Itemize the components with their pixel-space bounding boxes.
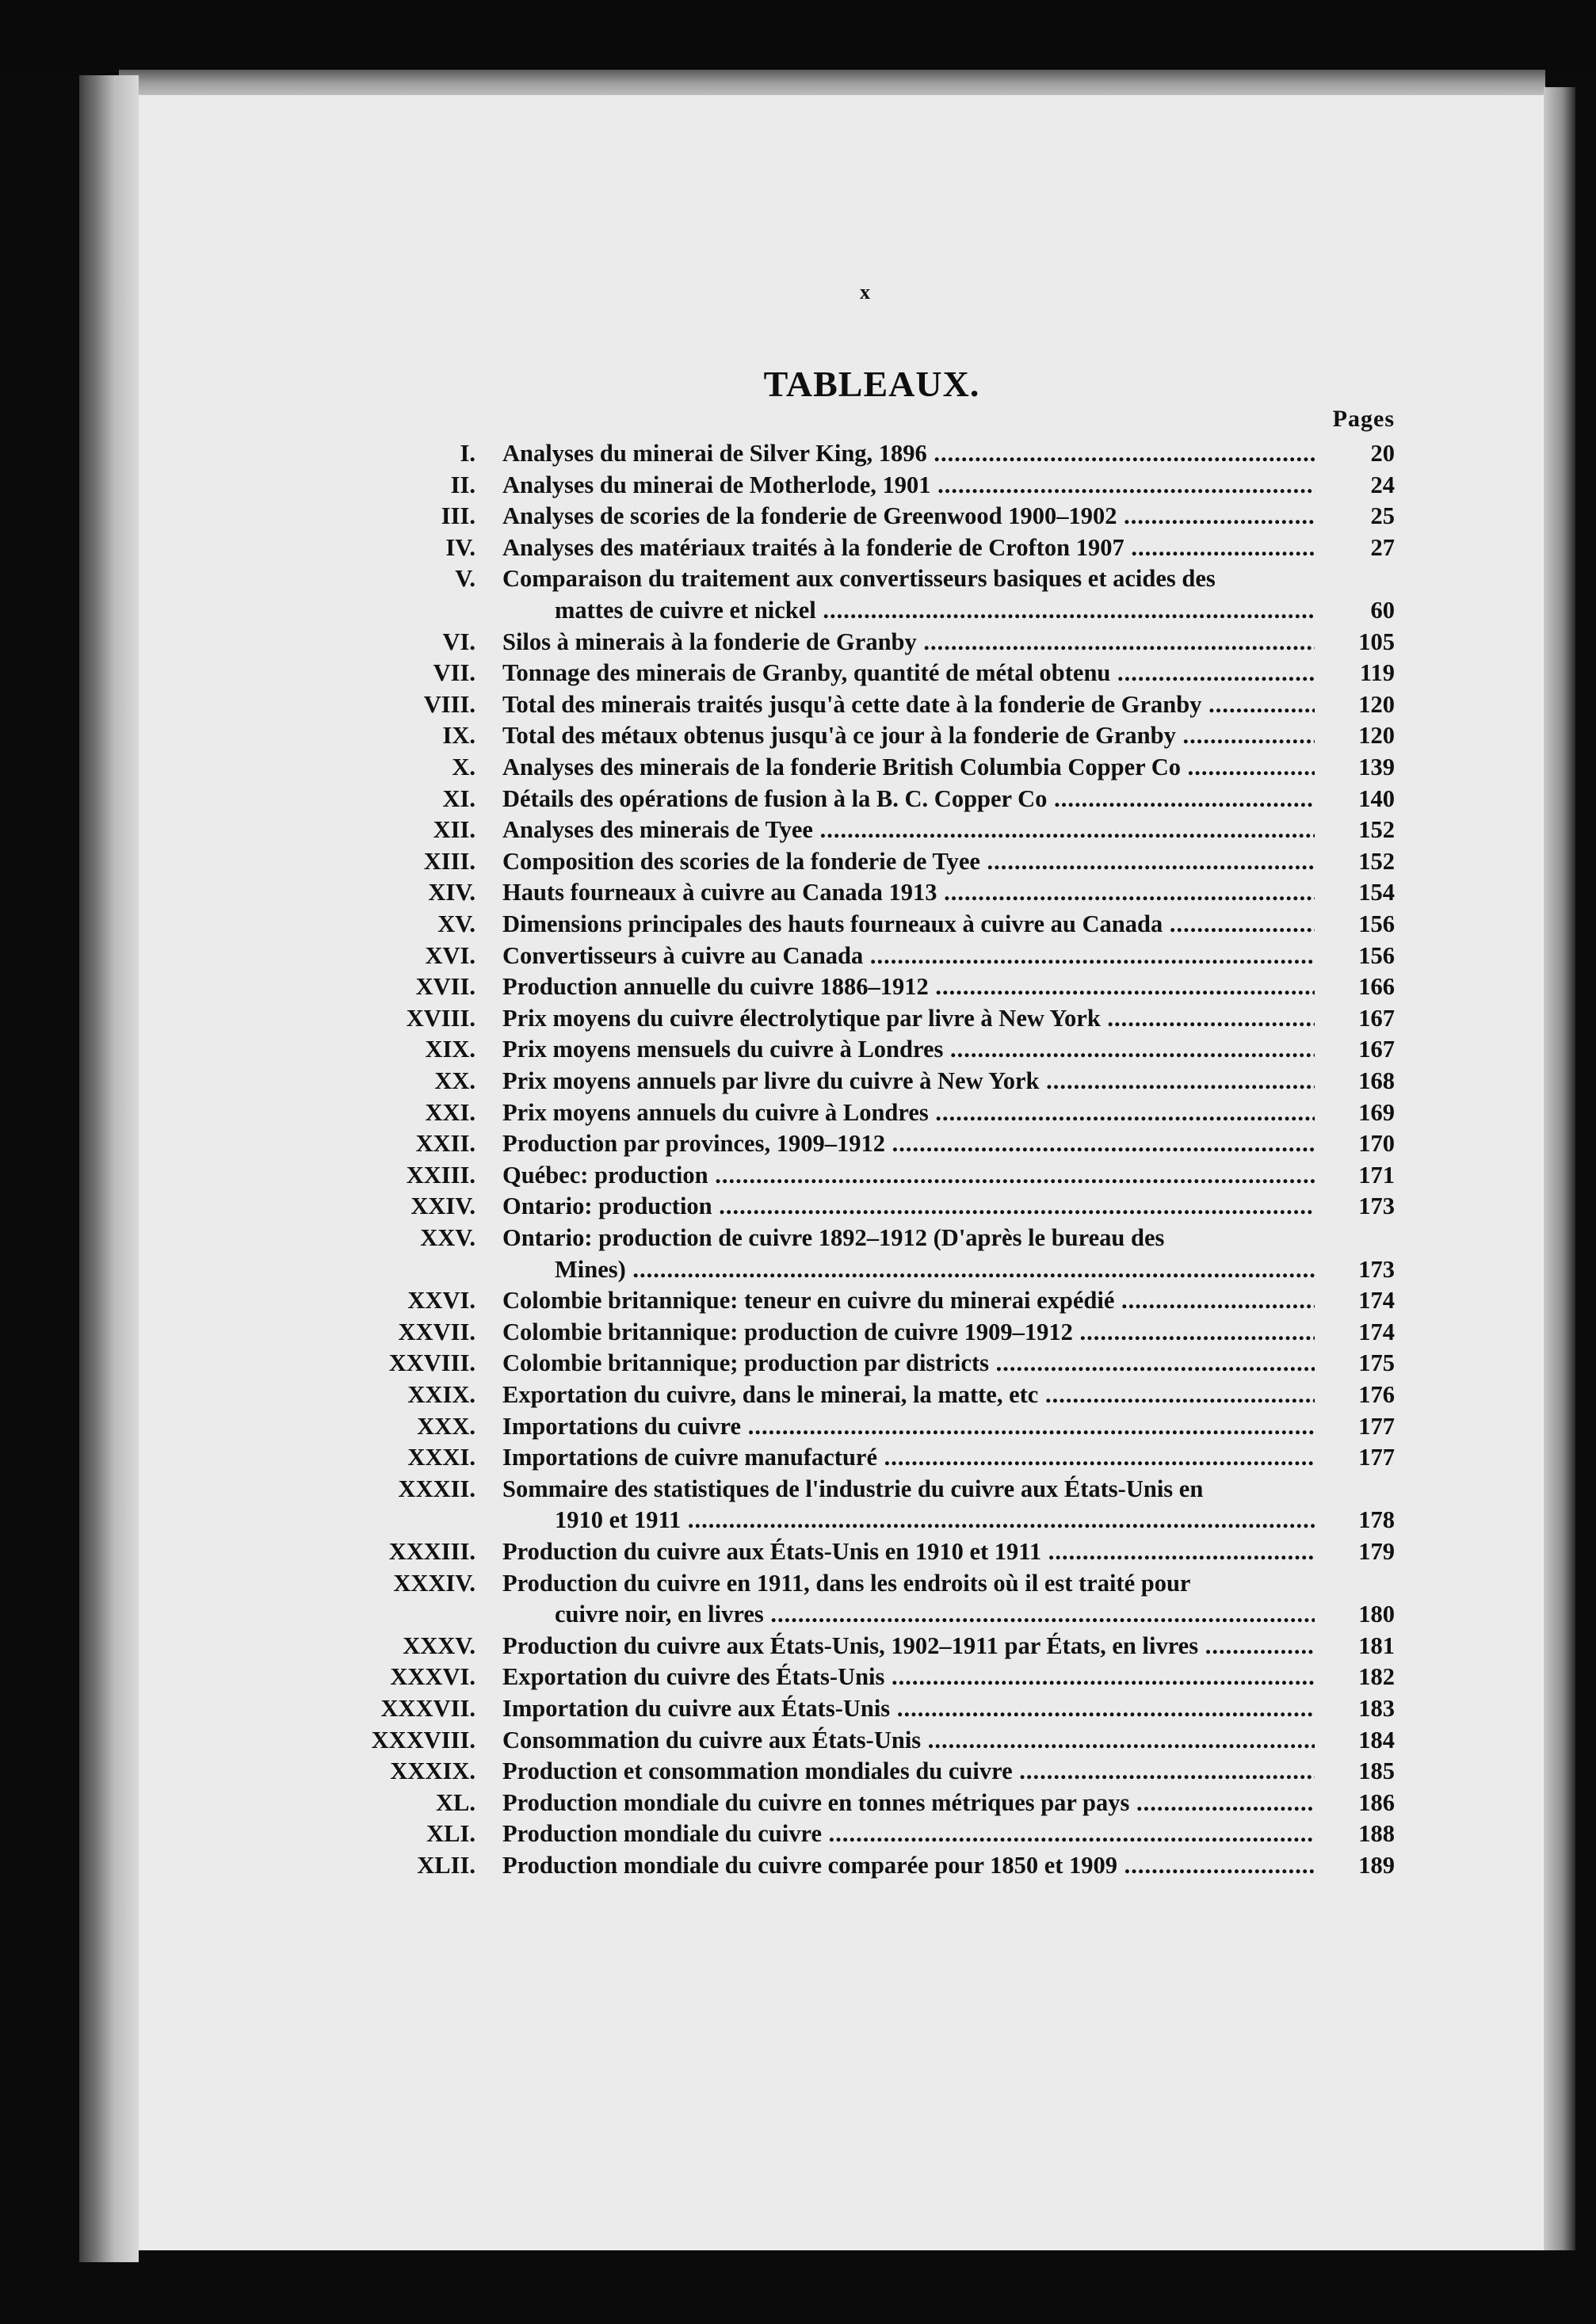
entry-numeral: XV. (437, 910, 475, 937)
toc-entry (0, 814, 1596, 845)
entry-title: Production mondiale du cuivre comparée pour 1850 et 1909 ..... (502, 1849, 1315, 1881)
entry-title: Tonnage des minerais de Granby, quantité de métal obtenu ..... (502, 657, 1315, 689)
entry-page: 24 (1370, 471, 1395, 498)
entry-page: 169 (1358, 1098, 1395, 1126)
entry-title: Analyses du minerai de Motherlode, 1901 ..... (502, 469, 1315, 501)
entry-page: 105 (1358, 628, 1395, 655)
entry-numeral: XVIII. (406, 1004, 475, 1032)
entry-page: 167 (1358, 1004, 1395, 1032)
entry-numeral: XXI. (425, 1098, 475, 1126)
entry-page: 176 (1358, 1381, 1395, 1408)
entry-numeral: XXXIV. (393, 1569, 475, 1597)
entry-numeral: XXXIII. (388, 1538, 475, 1565)
toc-entry-continuation (0, 1598, 1596, 1630)
entry-title: Production mondiale du cuivre ..... (502, 1818, 1315, 1849)
entry-numeral: XXXIX. (390, 1757, 475, 1785)
toc-entry (0, 1661, 1596, 1692)
entry-title: Analyses de scories de la fonderie de Greenwood 1900–1902 ..... (502, 500, 1315, 532)
entry-page: 183 (1358, 1695, 1395, 1722)
entry-numeral: XI. (442, 784, 475, 812)
toc-entry (0, 940, 1596, 971)
toc-entry (0, 1818, 1596, 1849)
toc-entry (0, 626, 1596, 658)
toc-entry (0, 1128, 1596, 1159)
entry-page: 173 (1358, 1255, 1395, 1283)
entry-title: Détails des opérations de fusion à la B. C. Copper Co ..... (502, 783, 1315, 815)
toc-entry (0, 1630, 1596, 1662)
entry-title: Production du cuivre aux États-Unis en 1910 et 1911 ..... (502, 1536, 1315, 1567)
entry-page: 177 (1358, 1412, 1395, 1440)
toc-entry (0, 1002, 1596, 1034)
entry-title: Production mondiale du cuivre en tonnes métriques par pays ..... (502, 1787, 1315, 1818)
entry-page: 119 (1359, 659, 1395, 687)
toc-entry (0, 1316, 1596, 1348)
toc-entry (0, 971, 1596, 1002)
toc-entry (0, 1379, 1596, 1410)
toc-entry (0, 532, 1596, 563)
toc-entry (0, 876, 1596, 908)
entry-numeral: I. (460, 440, 475, 467)
pages-column-header: Pages (1332, 406, 1395, 432)
entry-title: Colombie britannique: production de cuivre 1909–1912 ..... (502, 1316, 1315, 1348)
toc-entry (0, 469, 1596, 501)
toc-entry (0, 1347, 1596, 1379)
entry-numeral: XXX. (417, 1412, 475, 1440)
toc-entry (0, 1222, 1596, 1254)
entry-page: 180 (1358, 1601, 1395, 1628)
entry-numeral: XXVII. (398, 1318, 475, 1345)
toc-entry (0, 783, 1596, 815)
entry-page: 175 (1358, 1349, 1395, 1377)
toc-entry (0, 1410, 1596, 1442)
entry-title-continuation: cuivre noir, en livres ..... (555, 1598, 1315, 1630)
entry-numeral: XXVI. (407, 1287, 475, 1315)
entry-numeral: VIII. (423, 690, 475, 718)
entry-numeral: XIX. (425, 1036, 475, 1063)
entry-numeral: XVII. (415, 973, 475, 1001)
page-title: TABLEAUX. (763, 364, 980, 404)
entry-numeral: XXXVI. (390, 1663, 475, 1691)
entry-title: Prix moyens annuels du cuivre à Londres ..... (502, 1097, 1315, 1128)
entry-title: Sommaire des statistiques de l'industrie du cuivre aux États-Unis en (502, 1475, 1204, 1502)
entry-page: 20 (1370, 440, 1395, 467)
entry-numeral: V. (455, 565, 475, 593)
entry-numeral: IX. (442, 722, 475, 750)
entry-numeral: IV. (445, 533, 475, 561)
entry-title: Hauts fourneaux à cuivre au Canada 1913 ..... (502, 876, 1315, 908)
entry-page: 167 (1358, 1036, 1395, 1063)
entry-numeral: XXXVIII. (371, 1726, 475, 1753)
entry-numeral: XVI. (425, 941, 475, 969)
entry-page: 182 (1358, 1663, 1395, 1691)
entry-numeral: VI. (442, 628, 475, 655)
entry-page: 27 (1370, 533, 1395, 561)
entry-title: Consommation du cuivre aux États-Unis ..... (502, 1724, 1315, 1756)
page-number: x (860, 280, 870, 303)
entry-page: 170 (1358, 1130, 1395, 1158)
entry-numeral: XXVIII. (388, 1349, 475, 1377)
entry-title: Colombie britannique: teneur en cuivre du minerai expédié ..... (502, 1284, 1315, 1316)
toc-entry (0, 563, 1596, 594)
entry-page: 185 (1358, 1757, 1395, 1785)
entry-page: 25 (1370, 502, 1395, 530)
entry-numeral: XXXI. (407, 1444, 475, 1471)
entry-title: Colombie britannique; production par districts ..... (502, 1347, 1315, 1379)
entry-title: Exportation du cuivre, dans le minerai, la matte, etc ..... (502, 1379, 1315, 1410)
entry-page: 181 (1358, 1631, 1395, 1659)
toc-entry-continuation (0, 1504, 1596, 1536)
entry-numeral: III. (441, 502, 475, 530)
entry-title: Analyses des minerais de Tyee ..... (502, 814, 1315, 845)
toc-entry (0, 1284, 1596, 1316)
entry-title: Ontario: production de cuivre 1892–1912 (D'après le bureau des (502, 1224, 1165, 1251)
toc-entry (0, 908, 1596, 940)
entry-title: Importation du cuivre aux États-Unis ..... (502, 1692, 1315, 1724)
toc-entry (0, 1724, 1596, 1756)
entry-page: 186 (1358, 1788, 1395, 1816)
entry-page: 60 (1370, 597, 1395, 624)
entry-numeral: XXIII. (406, 1161, 475, 1189)
entry-page: 156 (1358, 910, 1395, 937)
entry-title: Production et consommation mondiales du cuivre ..... (502, 1755, 1315, 1787)
entry-numeral: XII. (433, 816, 475, 844)
entry-page: 154 (1358, 879, 1395, 906)
entry-numeral: XXXII. (398, 1475, 475, 1502)
entry-numeral: XLII. (417, 1852, 475, 1879)
entry-page: 171 (1358, 1161, 1395, 1189)
entry-title: Production annuelle du cuivre 1886–1912 ..... (502, 971, 1315, 1002)
toc-entry (0, 500, 1596, 532)
entry-title: Analyses des minerais de la fonderie British Columbia Copper Co ..... (502, 751, 1315, 783)
toc-entry (0, 1567, 1596, 1599)
entry-numeral: XXII. (415, 1130, 475, 1158)
toc-entry (0, 1097, 1596, 1128)
entry-page: 178 (1358, 1506, 1395, 1534)
entry-title: Silos à minerais à la fonderie de Granby ..... (502, 626, 1315, 658)
entry-title: Analyses du minerai de Silver King, 1896 ..... (502, 437, 1315, 469)
scan-background (0, 0, 1596, 75)
entry-title: Production du cuivre en 1911, dans les endroits où il est traité pour (502, 1569, 1191, 1597)
entry-page: 156 (1358, 941, 1395, 969)
entry-title: Production par provinces, 1909–1912 ..... (502, 1128, 1315, 1159)
entry-page: 166 (1358, 973, 1395, 1001)
entry-page: 152 (1358, 847, 1395, 875)
entry-title: Analyses des matériaux traités à la fonderie de Crofton 1907 ..... (502, 532, 1315, 563)
toc-entry (0, 1473, 1596, 1505)
entry-numeral: XLI. (426, 1820, 475, 1848)
entry-title: Québec: production ..... (502, 1159, 1315, 1191)
toc-entry (0, 1692, 1596, 1724)
entry-numeral: XXXV. (403, 1631, 475, 1659)
toc-entry (0, 1536, 1596, 1567)
entry-title: Prix moyens annuels par livre du cuivre à New York ..... (502, 1065, 1315, 1097)
toc-entry (0, 1441, 1596, 1473)
entry-numeral: XL. (436, 1788, 475, 1816)
entry-numeral: XIII. (423, 847, 475, 875)
entry-page: 120 (1358, 690, 1395, 718)
entry-title: Importations de cuivre manufacturé ..... (502, 1441, 1315, 1473)
entry-title: Production du cuivre aux États-Unis, 1902–1911 par États, en livres ..... (502, 1630, 1315, 1662)
entry-title-continuation: mattes de cuivre et nickel ..... (555, 594, 1315, 626)
toc-entry (0, 689, 1596, 720)
entry-numeral: XX. (434, 1067, 475, 1094)
toc-entry (0, 1849, 1596, 1881)
toc-entry (0, 1033, 1596, 1065)
entry-numeral: VII. (433, 659, 475, 687)
toc-entry (0, 657, 1596, 689)
entry-page: 140 (1358, 784, 1395, 812)
entry-page: 174 (1358, 1287, 1395, 1315)
entry-page: 152 (1358, 816, 1395, 844)
toc-entry (0, 751, 1596, 783)
toc-entry (0, 437, 1596, 469)
entry-title-continuation: Mines) ..... (555, 1254, 1315, 1285)
toc-entry (0, 1065, 1596, 1097)
toc-entry-continuation (0, 1254, 1596, 1285)
toc-entry (0, 1190, 1596, 1222)
entry-title: Total des minerais traités jusqu'à cette date à la fonderie de Granby ..... (502, 689, 1315, 720)
entry-page: 188 (1358, 1820, 1395, 1848)
entry-title: Comparaison du traitement aux convertisseurs basiques et acides des (502, 565, 1216, 593)
entry-title: Dimensions principales des hauts fourneaux à cuivre au Canada ..... (502, 908, 1315, 940)
entry-numeral: XIV. (428, 879, 475, 906)
entry-title: Prix moyens mensuels du cuivre à Londres ..... (502, 1033, 1315, 1065)
entry-title: Ontario: production ..... (502, 1190, 1315, 1222)
entry-page: 120 (1358, 722, 1395, 750)
entry-title-continuation: 1910 et 1911 ..... (555, 1504, 1315, 1536)
entry-title: Total des métaux obtenus jusqu'à ce jour à la fonderie de Granby ..... (502, 719, 1315, 751)
toc-entry (0, 719, 1596, 751)
entry-title: Composition des scories de la fonderie de Tyee ..... (502, 845, 1315, 877)
toc-entry (0, 845, 1596, 877)
toc-entry (0, 1159, 1596, 1191)
toc-entry (0, 1787, 1596, 1818)
entry-page: 184 (1358, 1726, 1395, 1753)
toc-entry (0, 1755, 1596, 1787)
entry-title: Exportation du cuivre des États-Unis ..... (502, 1661, 1315, 1692)
entry-page: 179 (1358, 1538, 1395, 1565)
entry-title: Convertisseurs à cuivre au Canada ..... (502, 940, 1315, 971)
entry-page: 173 (1358, 1193, 1395, 1220)
entry-numeral: X. (452, 754, 475, 780)
entry-page: 177 (1358, 1444, 1395, 1471)
entry-numeral: XXIV. (410, 1193, 475, 1220)
entry-numeral: XXXVII. (380, 1695, 475, 1722)
entry-numeral: XXV. (420, 1224, 475, 1251)
entry-title: Prix moyens du cuivre électrolytique par livre à New York ..... (502, 1002, 1315, 1034)
entry-title: Importations du cuivre ..... (502, 1410, 1315, 1442)
entry-numeral: XXIX. (407, 1381, 475, 1408)
toc-entry-continuation (0, 594, 1596, 626)
entry-page: 168 (1358, 1067, 1395, 1094)
entry-numeral: II. (450, 471, 475, 498)
entry-page: 189 (1358, 1852, 1395, 1879)
entry-page: 139 (1358, 754, 1395, 780)
entry-page: 174 (1358, 1318, 1395, 1345)
